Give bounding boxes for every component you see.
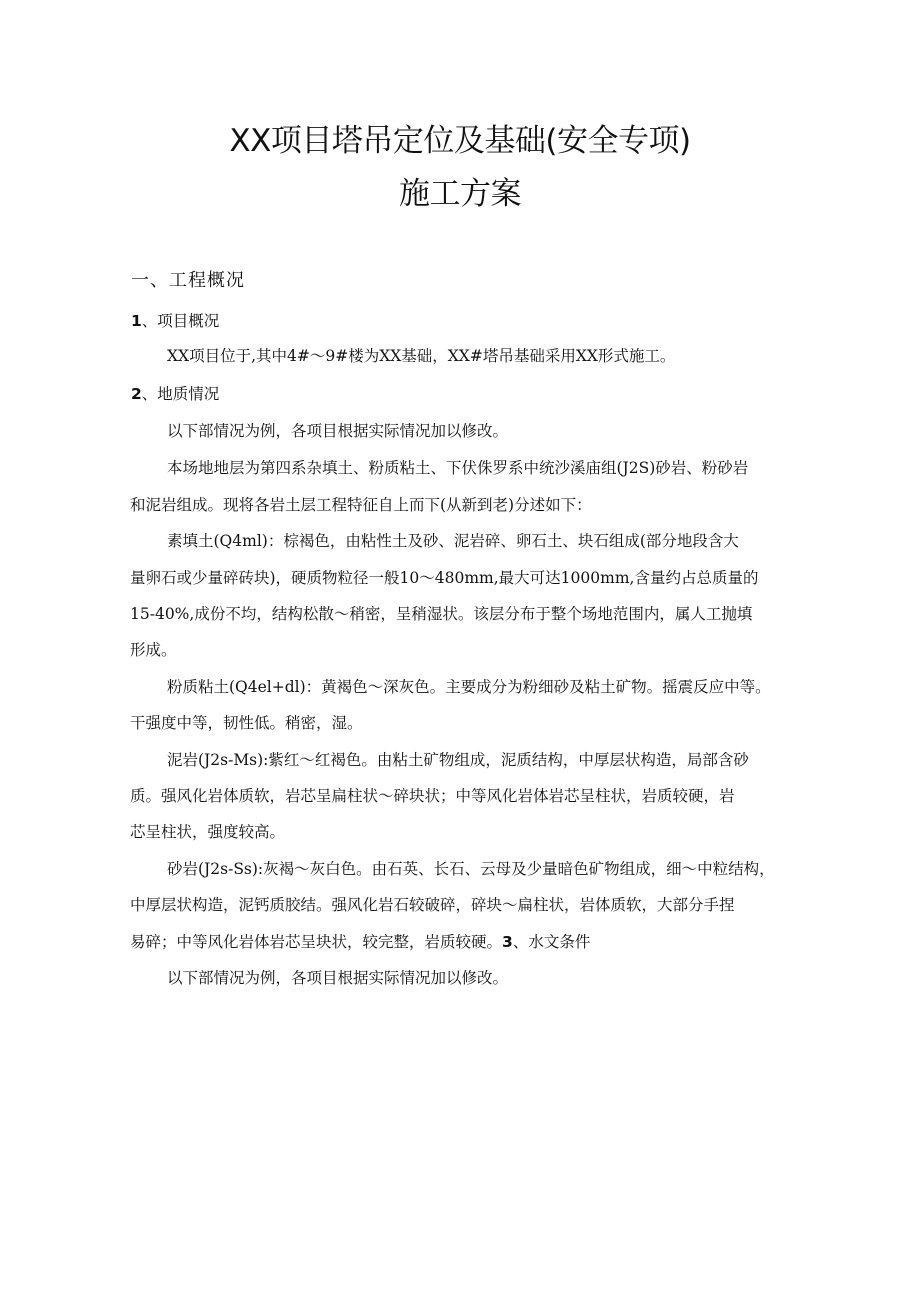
paragraph-fill-line: 形成。 <box>130 641 177 659</box>
paragraph-mudstone-line: 芯呈柱状，强度较高。 <box>130 823 286 841</box>
subsection-title: 、地质情况 <box>141 385 220 403</box>
subsection-heading-geology <box>131 382 219 404</box>
paragraph-clay-line: 干强度中等，韧性低。稍密，湿。 <box>130 714 363 732</box>
paragraph-fill-line: 素填土(Q4ml)：棕褐色，由粘性土及砂、泥岩碎、卵石土、块石组成(部分地段含大 <box>167 532 739 550</box>
subsection-number: 2 <box>131 385 142 403</box>
subsection-number: 3 <box>502 933 513 951</box>
paragraph-clay-line: 粉质粘土(Q4el+dl)：黄褐色～深灰色。主要成分为粉细砂及粘土矿物。摇震反应中等。 <box>167 678 771 696</box>
paragraph-fill-line: 量卵石或少量碎砖块)，硬质物粒径一般10～480mm,最大可达1000mm,含量约占总质量的 <box>130 569 759 587</box>
paragraph-sandstone-line: 砂岩(J2s-Ss):灰褐～灰白色。由石英、长石、云母及少量暗色矿物组成，细～中粒结构， <box>167 860 775 878</box>
subsection-title: 、项目概况 <box>141 312 220 330</box>
section-heading-overview: 一、工程概况 <box>131 270 245 291</box>
paragraph-sandstone-line: 中厚层状构造，泥钙质胶结。强风化岩石较破碎，碎块～扁柱状，岩体质软，大部分手捏 <box>130 896 735 914</box>
paragraph-project-overview: XX项目位于,其中4#～9#楼为XX基础，XX#塔吊基础采用XX形式施工。 <box>167 347 676 365</box>
document-title-line-1: XX项目塔吊定位及基础(安全专项) <box>229 123 691 159</box>
paragraph-fill-line: 15-40%,成份不均，结构松散～稍密，呈稍湿状。该层分布于整个场地范围内，属人工抛填 <box>130 605 753 623</box>
subsection-heading-project-overview <box>131 309 219 331</box>
paragraph-hydrology-note: 以下部情况为例，各项目根据实际情况加以修改。 <box>167 969 509 987</box>
subsection-number: 1 <box>131 312 142 330</box>
paragraph-mudstone-line: 泥岩(J2s-Ms):紫红～红褐色。由粘土矿物组成，泥质结构，中厚层状构造，局部含砂 <box>167 751 749 769</box>
paragraph-strata-line: 和泥岩组成。现将各岩土层工程特征自上而下(从新到老)分述如下： <box>130 496 592 514</box>
paragraph-geology-note: 以下部情况为例，各项目根据实际情况加以修改。 <box>167 422 509 440</box>
subsection-heading-hydrology: 、水文条件 <box>512 933 591 951</box>
paragraph-sandstone-line: 易碎；中等风化岩体岩芯呈块状，较完整，岩质较硬。 <box>130 933 503 951</box>
paragraph-strata-line: 本场地地层为第四系杂填土、粉质粘土、下伏侏罗系中统沙溪庙组(J2S)砂岩、粉砂岩 <box>167 459 749 477</box>
document-title-line-2: 施工方案 <box>399 176 521 212</box>
paragraph-sandstone-line-with-heading <box>130 932 590 952</box>
paragraph-mudstone-line: 质。强风化岩体质软，岩芯呈扁柱状～碎块状；中等风化岩体岩芯呈柱状，岩质较硬，岩 <box>130 787 735 805</box>
